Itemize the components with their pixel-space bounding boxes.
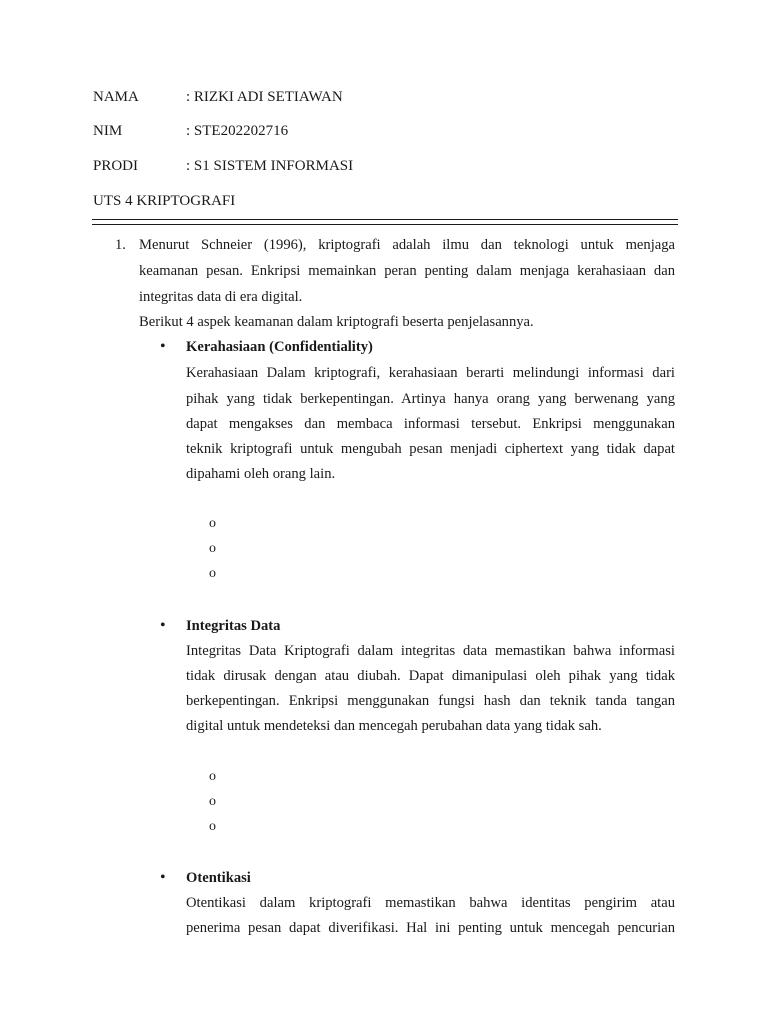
sub-bullet-icon: o <box>209 541 216 556</box>
integrity-line-4: digital untuk mendeteksi dan mencegah perubahan data yang tidak sah. <box>186 718 602 734</box>
nama-value: : RIZKI ADI SETIAWAN <box>186 89 343 105</box>
authentication-line-1: Otentikasi dalam kriptografi memastikan bahwa identitas pengirim atau <box>186 895 675 911</box>
confidentiality-line-1: Kerahasiaan Dalam kriptografi, kerahasiaan berarti melindungi informasi dari <box>186 365 675 381</box>
double-rule-bottom <box>92 224 678 225</box>
integrity-line-3: berkepentingan. Enkripsi menggunakan fungsi hash dan teknik tanda tangan <box>186 693 675 709</box>
sub-bullet-icon: o <box>209 769 216 784</box>
bullet-icon: • <box>160 338 166 355</box>
sub-bullet-icon: o <box>209 794 216 809</box>
bullet-icon: • <box>160 869 166 886</box>
aspect-title-authentication: Otentikasi <box>186 870 251 886</box>
prodi-row <box>93 157 353 175</box>
nama-row <box>93 88 343 106</box>
prodi-label: PRODI <box>93 158 139 174</box>
confidentiality-line-4: teknik kriptografi untuk mengubah pesan menjadi ciphertext yang tidak dapat <box>186 441 675 457</box>
nama-label: NAMA <box>93 89 139 105</box>
lead-sentence: Berikut 4 aspek keamanan dalam kriptografi beserta penjelasannya. <box>139 314 534 330</box>
prodi-value: : S1 SISTEM INFORMASI <box>186 158 354 174</box>
aspect-title-integrity: Integritas Data <box>186 618 281 634</box>
nim-label: NIM <box>93 123 123 139</box>
integrity-line-2: tidak dirusak dengan atau diubah. Dapat dimanipulasi oleh pihak yang tidak <box>186 668 675 684</box>
intro-line-3: integritas data di era digital. <box>139 289 303 305</box>
exam-title: UTS 4 KRIPTOGRAFI <box>93 193 236 209</box>
intro-line-1: Menurut Schneier (1996), kriptografi adalah ilmu dan teknologi untuk menjaga <box>139 237 675 253</box>
confidentiality-line-5: dipahami oleh orang lain. <box>186 466 336 482</box>
integrity-line-1: Integritas Data Kriptografi dalam integritas data memastikan bahwa informasi <box>186 643 675 659</box>
double-rule-top <box>92 219 678 220</box>
sub-bullet-icon: o <box>209 566 216 581</box>
authentication-line-2: penerima pesan dapat diverifikasi. Hal ini penting untuk mencegah pencurian <box>186 920 675 936</box>
nim-row <box>93 122 288 140</box>
intro-line-2: keamanan pesan. Enkripsi memainkan peran penting dalam menjaga kerahasiaan dan <box>139 263 675 279</box>
list-number: 1. <box>115 237 126 253</box>
sub-bullet-icon: o <box>209 516 216 531</box>
bullet-icon: • <box>160 617 166 634</box>
nim-value: : STE202202716 <box>186 123 289 139</box>
aspect-title-confidentiality: Kerahasiaan (Confidentiality) <box>186 339 373 355</box>
sub-bullet-icon: o <box>209 819 216 834</box>
confidentiality-line-3: dapat mengakses dan membaca informasi tersebut. Enkripsi menggunakan <box>186 416 675 432</box>
confidentiality-line-2: pihak yang tidak berkepentingan. Artinya hanya orang yang berwenang yang <box>186 391 675 407</box>
